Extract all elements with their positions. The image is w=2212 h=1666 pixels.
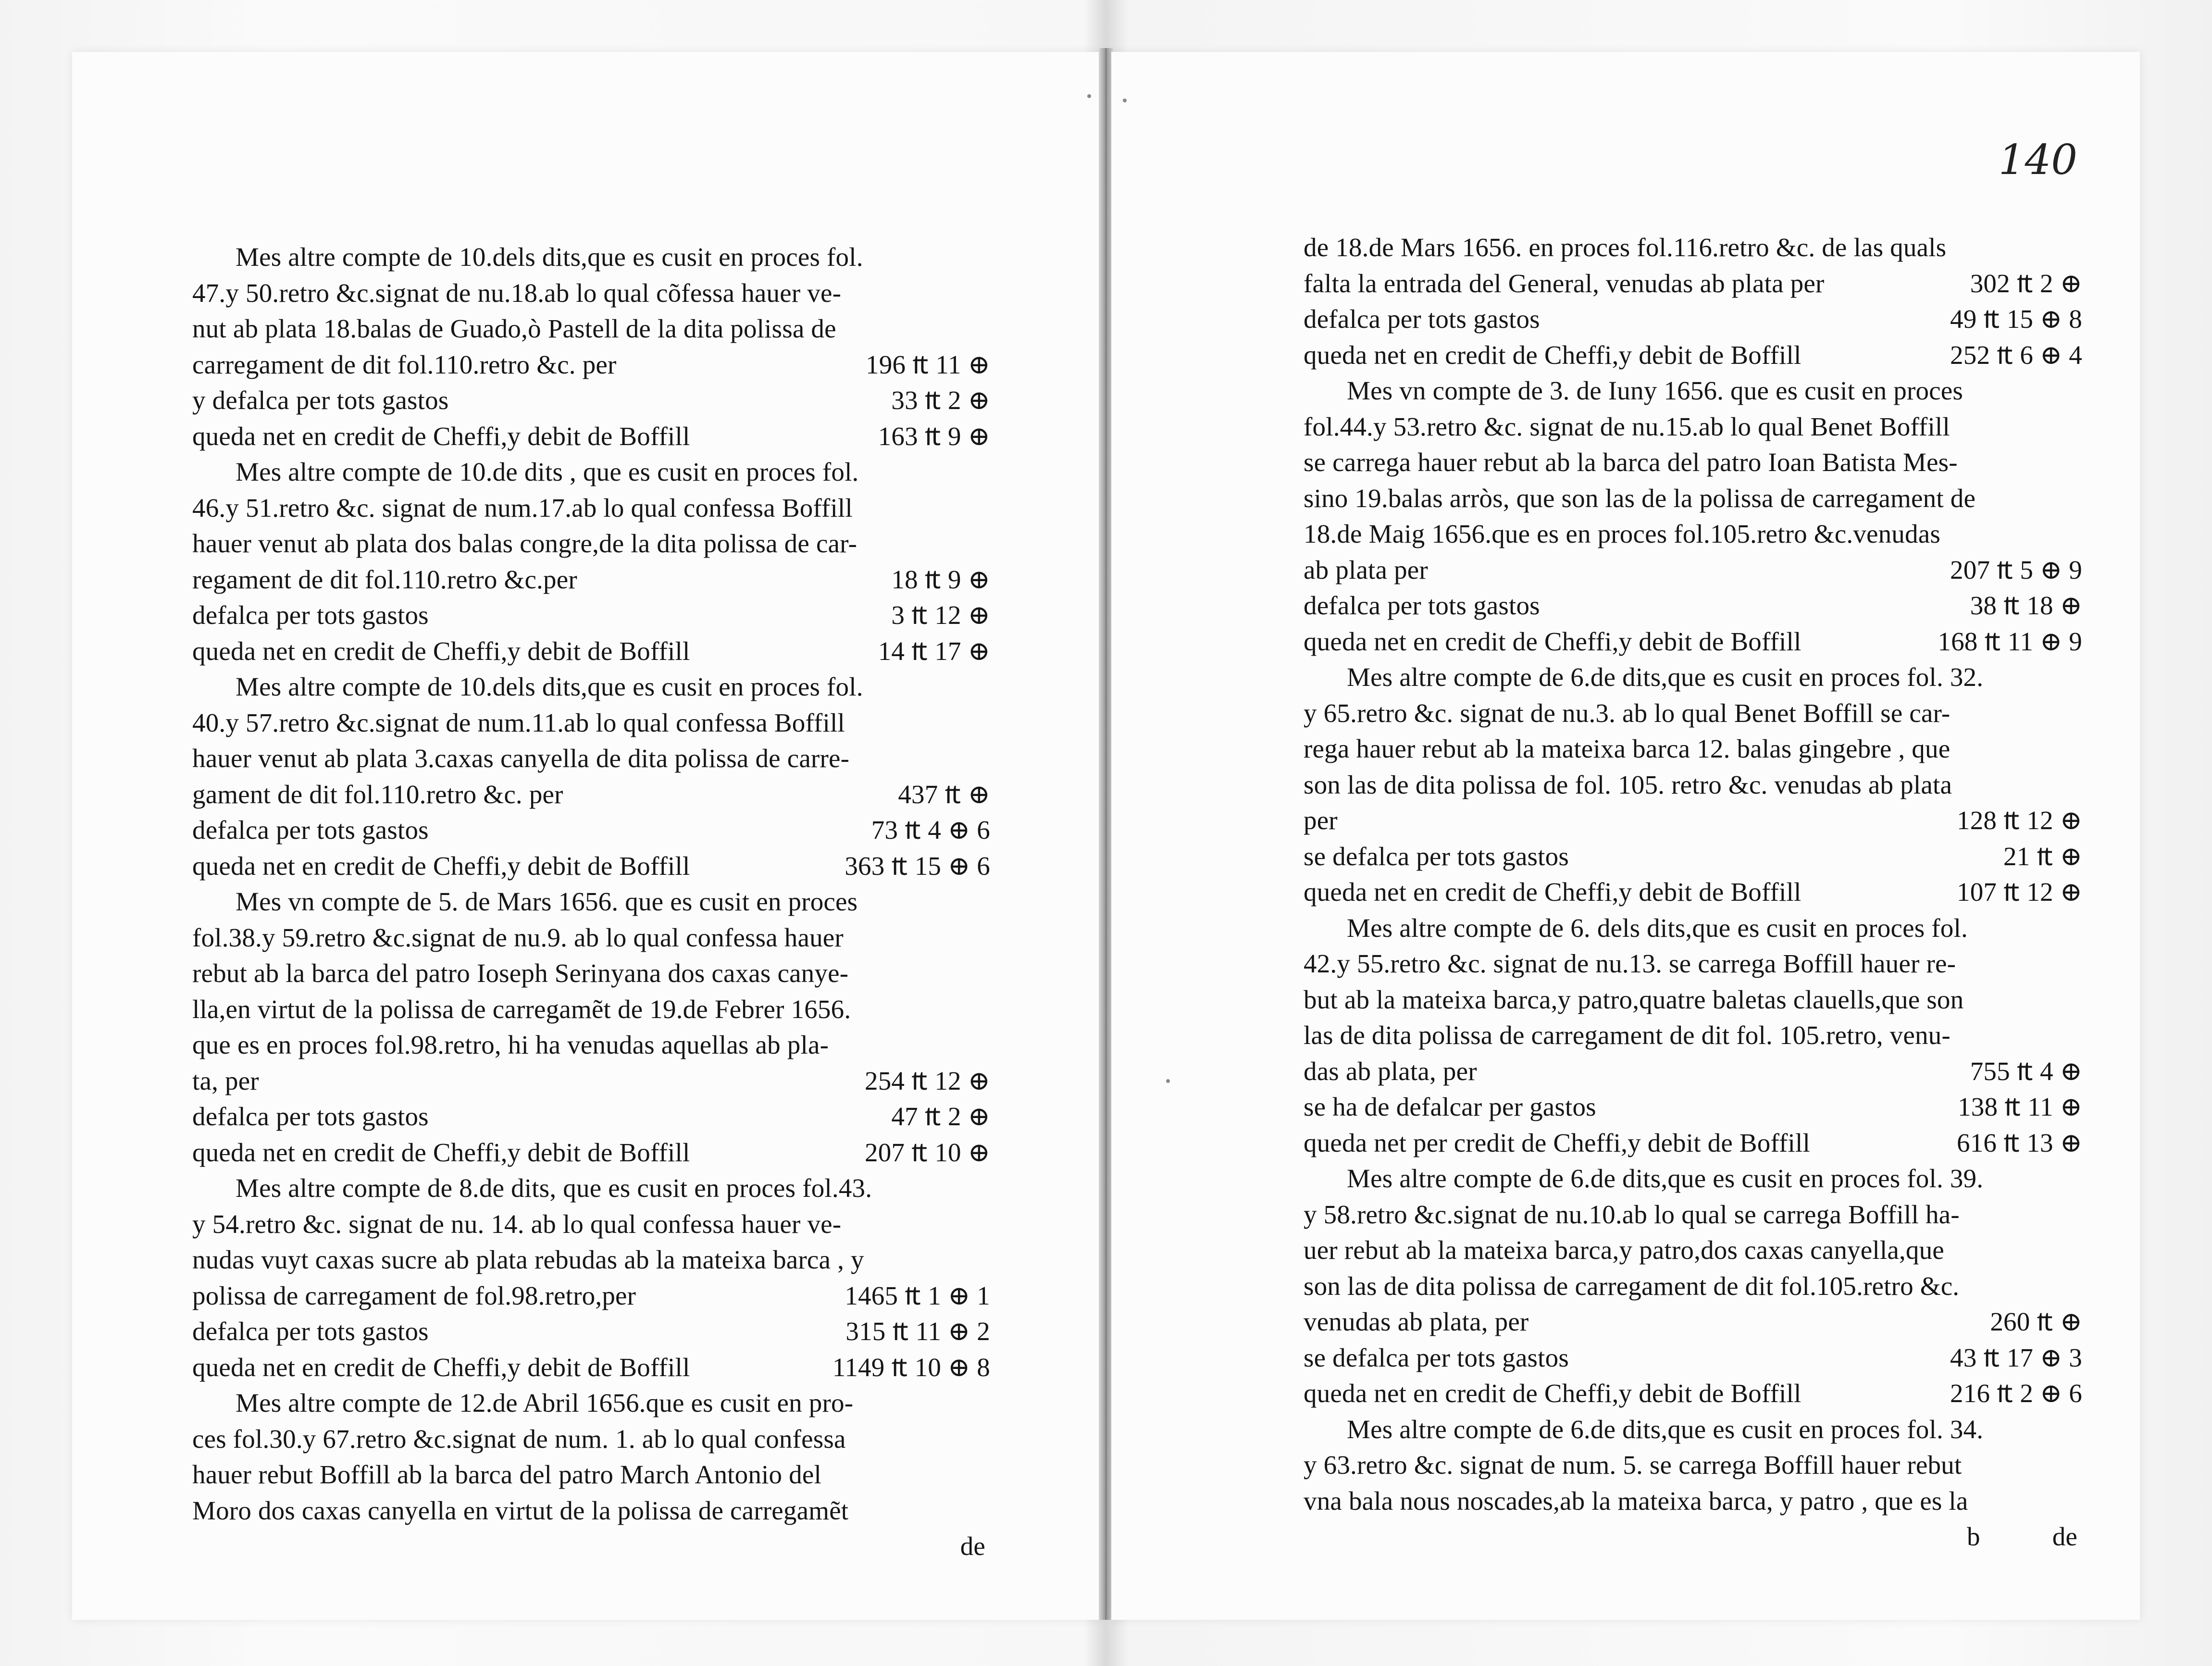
line-text: hauer venut ab plata dos balas congre,de la dita polissa de car-	[192, 529, 857, 558]
line-text: Mes altre compte de 10.de dits , que es cusit en proces fol.	[236, 457, 859, 486]
text-line	[192, 562, 990, 598]
line-text: ab plata per	[1304, 555, 1428, 584]
text-line	[192, 1063, 990, 1099]
text-line	[192, 311, 990, 347]
text-line	[192, 383, 990, 419]
line-text: son las de dita polissa de fol. 105. retro &c. venudas ab plata	[1304, 770, 1952, 799]
text-line	[192, 1457, 990, 1493]
ledger-amount: 1149 ₶ 10 ⊕ 8	[832, 1352, 990, 1382]
text-line	[1304, 1197, 2082, 1233]
text-line	[192, 1350, 990, 1386]
text-line	[192, 1027, 990, 1063]
line-text: defalca per tots gastos	[192, 1102, 429, 1131]
ledger-amount: 315 ₶ 11 ⊕ 2	[845, 1317, 990, 1346]
line-text: se defalca per tots gastos	[1304, 841, 1569, 871]
line-text: Mes altre compte de 12.de Abril 1656.que es cusit en pro-	[236, 1388, 854, 1417]
line-text: se ha de defalcar per gastos	[1304, 1092, 1596, 1121]
line-text: ces fol.30.y 67.retro &c.signat de num. 1. ab lo qual confessa	[192, 1424, 846, 1454]
text-line	[192, 741, 990, 777]
text-line	[1304, 1304, 2082, 1340]
text-line	[192, 669, 990, 705]
line-text: gament de dit fol.110.retro &c. per	[192, 779, 563, 809]
text-line	[1304, 588, 2082, 624]
line-text: se carrega hauer rebut ab la barca del patro Ioan Batista Mes-	[1304, 448, 1958, 477]
text-line	[1304, 1412, 2082, 1448]
line-text: ta, per	[192, 1066, 259, 1095]
ledger-amount: 163 ₶ 9 ⊕	[878, 421, 990, 451]
line-text: sino 19.balas arròs, que son las de la polissa de carregament de	[1304, 483, 1976, 513]
text-line	[192, 848, 990, 884]
line-text: polissa de carregament de fol.98.retro,per	[192, 1281, 636, 1310]
line-text: nut ab plata 18.balas de Guado,ò Pastell de la dita polissa de	[192, 314, 836, 343]
ledger-amount: 138 ₶ 11 ⊕	[1958, 1092, 2082, 1121]
line-text: lla,en virtut de la polissa de carregamẽt de 19.de Febrer 1656.	[192, 994, 851, 1024]
right-text-column	[1304, 230, 2082, 1555]
line-text: Mes vn compte de 5. de Mars 1656. que es cusit en proces	[236, 887, 858, 916]
text-line	[192, 490, 990, 526]
line-text: uer rebut ab la mateixa barca,y patro,dos caxas canyella,que	[1304, 1235, 1944, 1265]
line-text: nudas vuyt caxas sucre ab plata rebudas ab la mateixa barca , y	[192, 1245, 864, 1274]
text-line	[192, 992, 990, 1028]
line-text: de 18.de Mars 1656. en proces fol.116.retro &c. de las quals	[1304, 233, 1947, 262]
text-line	[1304, 1089, 2082, 1125]
folio-number: 140	[1998, 136, 2077, 184]
text-line	[192, 1529, 990, 1565]
signature-mark: b	[1966, 1522, 1980, 1551]
line-text: queda net en credit de Cheffi,y debit de Boffill	[192, 1137, 690, 1167]
text-line	[192, 1385, 990, 1421]
line-text: hauer rebut Boffill ab la barca del patro March Antonio del	[192, 1460, 821, 1489]
line-text: Mes altre compte de 10.dels dits,que es cusit en proces fol.	[236, 242, 863, 272]
text-line	[192, 1135, 990, 1171]
text-line	[1304, 409, 2082, 445]
line-text: Mes altre compte de 6. dels dits,que es cusit en proces fol.	[1347, 913, 1968, 943]
line-text: defalca per tots gastos	[192, 1317, 429, 1346]
text-line	[1304, 1018, 2082, 1054]
text-line	[192, 239, 990, 275]
ledger-amount: 168 ₶ 11 ⊕ 9	[1938, 626, 2082, 656]
line-text: y 65.retro &c. signat de nu.3. ab lo qual Benet Boffill se car-	[1304, 698, 1951, 728]
text-line	[1304, 337, 2082, 373]
text-line	[1304, 230, 2082, 266]
line-text: queda net en credit de Cheffi,y debit de Boffill	[1304, 1379, 1802, 1408]
line-text: y 54.retro &c. signat de nu. 14. ab lo qual confessa hauer ve-	[192, 1209, 842, 1239]
line-text: hauer venut ab plata 3.caxas canyella de dita polissa de carre-	[192, 744, 850, 773]
ledger-amount: 216 ₶ 2 ⊕ 6	[1950, 1379, 2082, 1408]
catchword: de	[2052, 1522, 2077, 1551]
ledger-amount: 107 ₶ 12 ⊕	[1957, 877, 2082, 907]
text-line	[1304, 946, 2082, 982]
text-line	[192, 956, 990, 992]
line-text: Mes altre compte de 6.de dits,que es cusit en proces fol. 34.	[1347, 1414, 1984, 1444]
text-line	[192, 920, 990, 956]
text-line	[192, 1278, 990, 1314]
line-text: queda net per credit de Cheffi,y debit de Boffill	[1304, 1128, 1810, 1157]
ledger-amount: 18 ₶ 9 ⊕	[891, 564, 990, 594]
line-text: defalca per tots gastos	[192, 600, 429, 630]
line-text: las de dita polissa de carregament de dit fol. 105.retro, venu-	[1304, 1020, 1951, 1050]
text-line	[192, 705, 990, 741]
line-text: 18.de Maig 1656.que es en proces fol.105.retro &c.venudas	[1304, 519, 1940, 548]
text-line	[1304, 1161, 2082, 1197]
text-line	[1304, 1483, 2082, 1519]
text-line	[1304, 1519, 2082, 1555]
line-text: 47.y 50.retro &c.signat de nu.18.ab lo qual cõfessa hauer ve-	[192, 278, 842, 308]
line-text: falta la entrada del General, venudas ab plata per	[1304, 268, 1825, 298]
text-line	[192, 777, 990, 813]
line-text: rega hauer rebut ab la mateixa barca 12. balas gingebre , que	[1304, 734, 1951, 763]
text-line	[192, 275, 990, 311]
right-page	[1111, 52, 2140, 1620]
left-page	[72, 52, 1101, 1620]
text-line	[1304, 624, 2082, 660]
text-line	[192, 454, 990, 490]
line-text: queda net en credit de Cheffi,y debit de Boffill	[1304, 877, 1802, 907]
text-line	[1304, 1376, 2082, 1412]
line-text: das ab plata, per	[1304, 1056, 1477, 1086]
ledger-amount: 21 ₶ ⊕	[2003, 841, 2082, 871]
text-line	[1304, 767, 2082, 803]
ledger-amount: 3 ₶ 12 ⊕	[891, 600, 990, 630]
text-line	[1304, 910, 2082, 946]
text-line	[192, 597, 990, 634]
line-text: y 63.retro &c. signat de num. 5. se carrega Boffill hauer rebut	[1304, 1450, 1962, 1480]
ledger-amount: 196 ₶ 11 ⊕	[866, 349, 990, 379]
text-line	[1304, 1054, 2082, 1090]
text-line	[1304, 301, 2082, 337]
line-text: 46.y 51.retro &c. signat de num.17.ab lo qual confessa Boffill	[192, 493, 853, 522]
line-text: 42.y 55.retro &c. signat de nu.13. se carrega Boffill hauer re-	[1304, 949, 1956, 978]
text-line	[192, 419, 990, 455]
text-line	[192, 1421, 990, 1457]
line-text: Mes altre compte de 10.dels dits,que es cusit en proces fol.	[236, 672, 863, 701]
text-line	[192, 347, 990, 383]
line-text: defalca per tots gastos	[1304, 304, 1540, 334]
text-line	[1304, 803, 2082, 839]
text-line	[192, 812, 990, 848]
text-line	[1304, 696, 2082, 732]
text-line	[1304, 1447, 2082, 1483]
line-text: queda net en credit de Cheffi,y debit de Boffill	[1304, 626, 1802, 656]
text-line	[1304, 552, 2082, 588]
catchword: de	[960, 1531, 985, 1561]
line-text: but ab la mateixa barca,y patro,quatre baletas clauells,que son	[1304, 984, 1964, 1014]
ledger-amount: 73 ₶ 4 ⊕ 6	[871, 815, 990, 845]
text-line	[1304, 1268, 2082, 1305]
ledger-amount: 47 ₶ 2 ⊕	[891, 1102, 990, 1131]
text-line	[1304, 445, 2082, 481]
ledger-amount: 207 ₶ 10 ⊕	[865, 1137, 990, 1167]
text-line	[1304, 266, 2082, 302]
line-text: fol.38.y 59.retro &c.signat de nu.9. ab lo qual confessa hauer	[192, 922, 844, 952]
line-text: Mes altre compte de 6.de dits,que es cusit en proces fol. 32.	[1347, 662, 1984, 692]
ledger-amount: 755 ₶ 4 ⊕	[1970, 1056, 2082, 1086]
ledger-amount: 38 ₶ 18 ⊕	[1970, 591, 2082, 620]
line-text: fol.44.y 53.retro &c. signat de nu.15.ab lo qual Benet Boffill	[1304, 411, 1950, 441]
ledger-amount: 49 ₶ 15 ⊕ 8	[1950, 304, 2082, 334]
text-line	[1304, 481, 2082, 517]
line-text: vna bala nous noscades,ab la mateixa barca, y patro , que es la	[1304, 1486, 1968, 1516]
text-line	[192, 1099, 990, 1135]
line-text: queda net en credit de Cheffi,y debit de Boffill	[192, 1352, 690, 1382]
ledger-amount: 302 ₶ 2 ⊕	[1970, 268, 2082, 298]
line-text: queda net en credit de Cheffi,y debit de Boffill	[192, 636, 690, 666]
text-line	[192, 1242, 990, 1278]
text-line	[1304, 516, 2082, 552]
line-text: defalca per tots gastos	[192, 815, 429, 845]
line-text: Mes altre compte de 8.de dits, que es cusit en proces fol.43.	[236, 1173, 872, 1203]
text-line	[192, 1206, 990, 1243]
text-line	[192, 884, 990, 920]
text-line	[1304, 1340, 2082, 1376]
left-text-column	[192, 239, 990, 1565]
text-line	[1304, 839, 2082, 875]
line-text: defalca per tots gastos	[1304, 591, 1540, 620]
line-text: son las de dita polissa de carregament de dit fol.105.retro &c.	[1304, 1271, 1960, 1301]
ledger-amount: 252 ₶ 6 ⊕ 4	[1950, 340, 2082, 370]
text-line	[1304, 1125, 2082, 1161]
line-text: Mes vn compte de 3. de Iuny 1656. que es cusit en proces	[1347, 376, 1963, 405]
line-text: carregament de dit fol.110.retro &c. per	[192, 349, 617, 379]
line-text: queda net en credit de Cheffi,y debit de Boffill	[1304, 340, 1802, 370]
text-line	[192, 1170, 990, 1206]
text-line	[1304, 982, 2082, 1018]
ledger-amount: 363 ₶ 15 ⊕ 6	[845, 851, 990, 881]
line-text: rebut ab la barca del patro Ioseph Serinyana dos caxas canye-	[192, 958, 849, 988]
line-text: y 58.retro &c.signat de nu.10.ab lo qual se carrega Boffill ha-	[1304, 1199, 1960, 1229]
ledger-amount: 33 ₶ 2 ⊕	[891, 385, 990, 415]
ledger-amount: 616 ₶ 13 ⊕	[1957, 1128, 2082, 1157]
line-text: se defalca per tots gastos	[1304, 1343, 1569, 1372]
line-text: Mes altre compte de 6.de dits,que es cusit en proces fol. 39.	[1347, 1164, 1984, 1193]
ledger-amount: 128 ₶ 12 ⊕	[1957, 806, 2082, 835]
ledger-amount: 14 ₶ 17 ⊕	[878, 636, 990, 666]
text-line	[192, 634, 990, 670]
ledger-amount: 260 ₶ ⊕	[1990, 1307, 2082, 1336]
text-line	[1304, 874, 2082, 910]
line-text: per	[1304, 806, 1338, 835]
ledger-amount: 207 ₶ 5 ⊕ 9	[1950, 555, 2082, 584]
text-line	[192, 526, 990, 562]
line-text: venudas ab plata, per	[1304, 1307, 1529, 1336]
line-text: que es en proces fol.98.retro, hi ha venudas aquellas ab pla-	[192, 1030, 829, 1059]
line-text: y defalca per tots gastos	[192, 385, 449, 415]
text-line	[1304, 373, 2082, 409]
line-text: queda net en credit de Cheffi,y debit de Boffill	[192, 851, 690, 881]
text-line	[1304, 1232, 2082, 1268]
line-text: queda net en credit de Cheffi,y debit de Boffill	[192, 421, 690, 451]
text-line	[1304, 659, 2082, 696]
text-line	[192, 1493, 990, 1529]
line-text: Moro dos caxas canyella en virtut de la polissa de carregamẽt	[192, 1495, 849, 1525]
ledger-amount: 254 ₶ 12 ⊕	[865, 1066, 990, 1095]
line-text: 40.y 57.retro &c.signat de num.11.ab lo qual confessa Boffill	[192, 708, 845, 737]
ledger-amount: 1465 ₶ 1 ⊕ 1	[845, 1281, 990, 1310]
line-text: regament de dit fol.110.retro &c.per	[192, 564, 577, 594]
text-line	[192, 1314, 990, 1350]
text-line	[1304, 731, 2082, 767]
ledger-amount: 43 ₶ 17 ⊕ 3	[1950, 1343, 2082, 1372]
ledger-amount: 437 ₶ ⊕	[898, 779, 990, 809]
